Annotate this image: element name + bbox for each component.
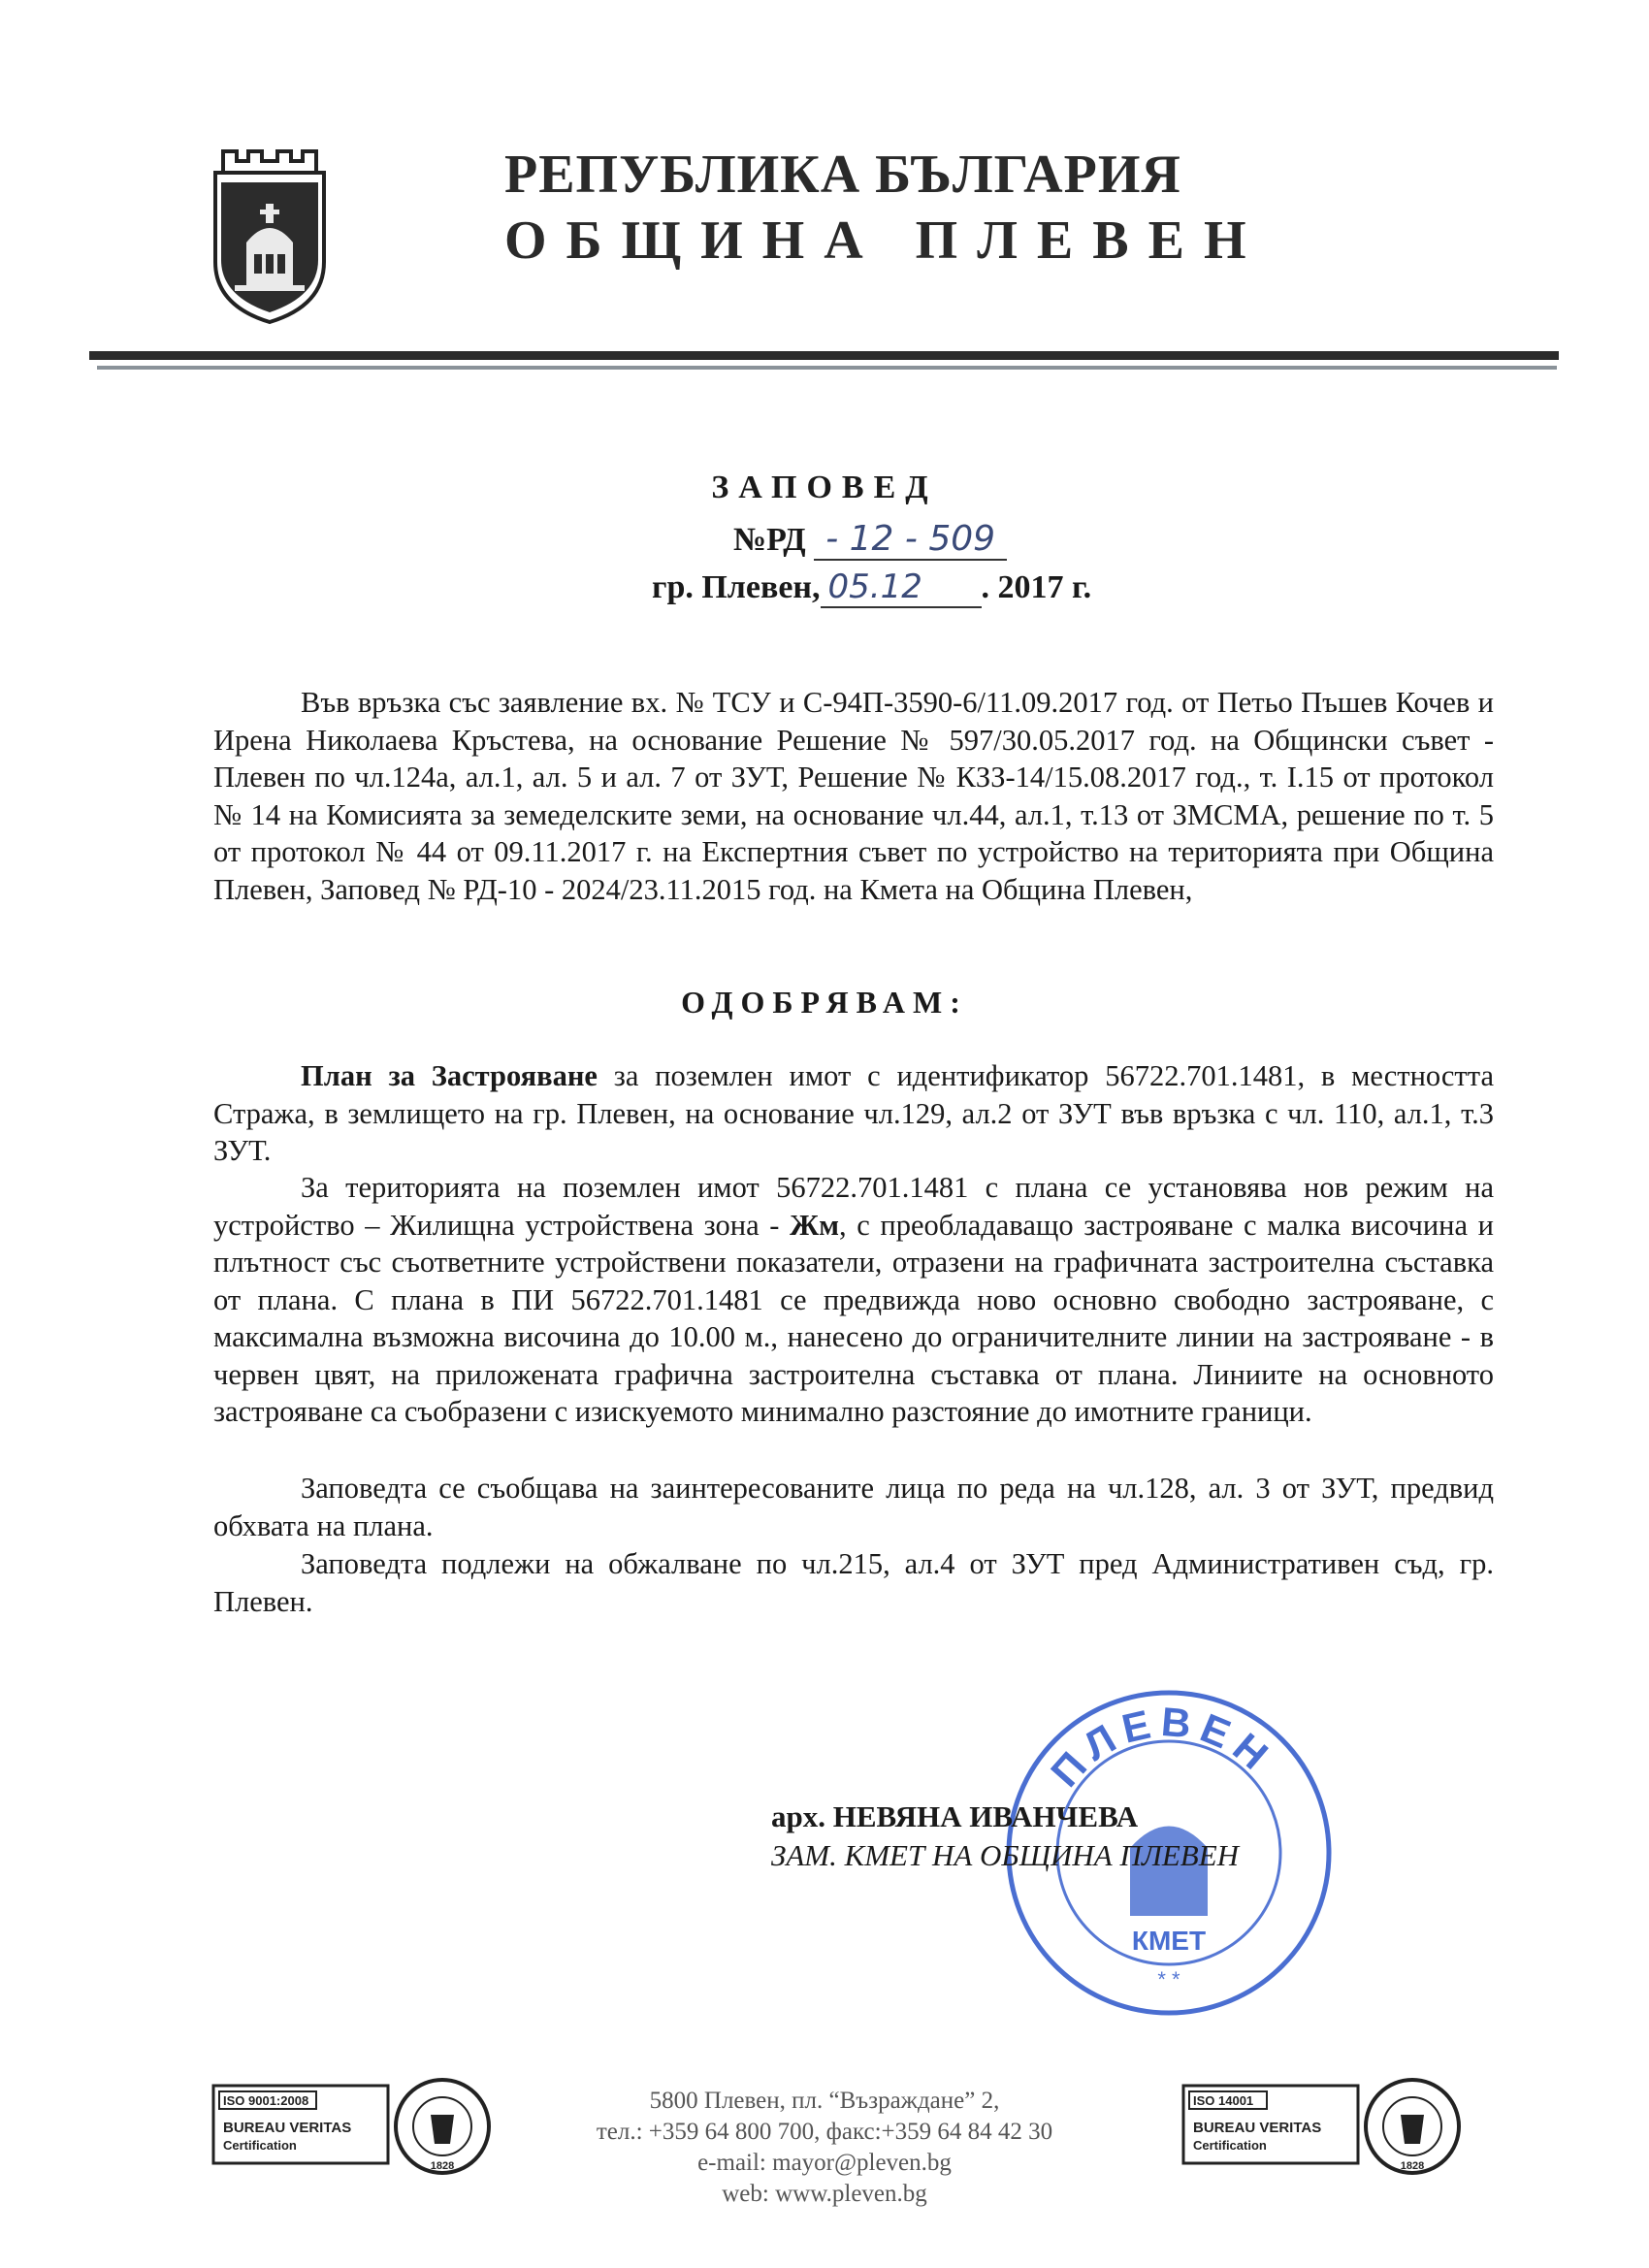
zone-text-rest: , с преобладаващо застрояване с малка височина и плътност със съответните устройствени показатели, отразени на графичната застроителна съставка от плана. С плана в ПИ 56722.701.1481 се предвижда ново основно свободно застрояване, с максимална възможна височина до 10.00 м., нанесено до ограничителните линии на застрояване - в червен цвят, на приложената графична застроителна съставка от плана. Линиите на основното застрояване са съобразени с изискуемото минимално разстояние до имотните граници. — [213, 1208, 1494, 1428]
footer-address: 5800 Плевен, пл. “Възраждане” 2, — [649, 2088, 1000, 2114]
notice-paragraph: Заповедта се съобщава на заинтересованите лица по реда на чл.128, ал. 3 от ЗУТ, предвид обхвата на плана. — [213, 1472, 1494, 1542]
stamp-sub: КМЕТ — [1131, 1926, 1207, 1956]
intro-paragraph: Във връзка със заявление вх. № ТСУ и С-94П-3590-6/11.09.2017 год. от Петьо Пъшев Кочев и Ирена Николаева Кръстева, на основание Решение № 597/30.05.2017 год. на Общински съвет - Плевен по чл.124а, ал.1, ал. 5 и ал. 7 от ЗУТ, Решение № КЗЗ-14/15.08.2017 год., т. I.15 от протокол № 14 на Комисията за земеделските земи, на основание чл.44, ал.1, т.13 от ЗМСМА, решение по т. 5 от протокол № 44 от 09.11.2017 г. на Експертния съвет по устройство на територията при Община Плевен, Заповед № РД-10 - 2024/23.11.2015 год. на Кмета на Община Плевен, — [213, 686, 1494, 906]
svg-text:ISO 14001: ISO 14001 — [1193, 2093, 1254, 2108]
zone-code: Жм — [790, 1208, 839, 1242]
zone-text-start: За територията на поземлен имот 56722.701.1481 с плана се установява нов режим на устройство – Жилищна устройствена зона - — [213, 1171, 1494, 1242]
order-number-prefix: №РД — [733, 522, 806, 558]
svg-text:BUREAU VERITAS: BUREAU VERITAS — [1193, 2120, 1322, 2136]
approve-heading: ОДОБРЯВАМ: — [681, 985, 968, 1020]
date-handwritten: 05.12 — [821, 567, 982, 608]
plan-text: за поземлен имот с идентификатор 56722.701.1481, в местността Стража, в землището на гр. Плевен, на основание чл.129, ал.2 от ЗУТ във връзка с чл. 110, ал.1, т.3 ЗУТ. — [213, 1059, 1495, 1167]
svg-text:1828: 1828 — [430, 2160, 455, 2172]
bureau-veritas-certification-right — [1181, 2076, 1463, 2178]
footer-email: e-mail: mayor@pleven.bg — [697, 2150, 952, 2176]
contact-footer — [543, 2086, 1106, 2210]
svg-text:ISO 9001:2008: ISO 9001:2008 — [223, 2093, 309, 2108]
header-divider-thin — [97, 366, 1557, 370]
svg-text:* *: * * — [1157, 1967, 1180, 1992]
place-prefix: гр. Плевен, — [652, 569, 821, 605]
signatory-name: арх. НЕВЯНА ИВАНЧЕВА — [771, 1799, 1139, 1833]
order-number-handwritten: - 12 - 509 — [814, 519, 1007, 561]
svg-text:1828: 1828 — [1400, 2160, 1425, 2172]
svg-text:Certification: Certification — [223, 2138, 297, 2153]
header-divider — [89, 351, 1559, 360]
plan-title: План за Застрояване — [301, 1059, 598, 1092]
footer-web: web: www.pleven.bg — [722, 2181, 927, 2207]
header-municipality: ОБЩИНА ПЛЕВЕН — [504, 211, 1266, 271]
footer-phone: тел.: +359 64 800 700, факс:+359 64 84 42 30 — [596, 2119, 1053, 2145]
order-place-date — [652, 567, 1091, 608]
svg-text:BUREAU VERITAS: BUREAU VERITAS — [223, 2120, 352, 2136]
zone-paragraph — [213, 1169, 1494, 1431]
stamp-text: ПЛЕВЕН — [1042, 1698, 1283, 1796]
document-title: ЗАПОВЕД — [711, 470, 938, 505]
plan-paragraph — [213, 1057, 1494, 1170]
signatory-title: ЗАМ. КМЕТ НА ОБЩИНА ПЛЕВЕН — [771, 1838, 1240, 1872]
order-number — [733, 519, 1007, 561]
svg-text:Certification: Certification — [1193, 2138, 1267, 2153]
year-suffix: . 2017 г. — [981, 569, 1092, 605]
bureau-veritas-certification-left — [211, 2076, 493, 2178]
appeal-paragraph: Заповедта подлежи на обжалване по чл.215, ал.4 от ЗУТ пред Административен съд, гр. Плевен. — [213, 1547, 1494, 1618]
pleven-crest-icon — [211, 146, 328, 325]
header-country: РЕПУБЛИКА БЪЛГАРИЯ — [504, 145, 1181, 205]
